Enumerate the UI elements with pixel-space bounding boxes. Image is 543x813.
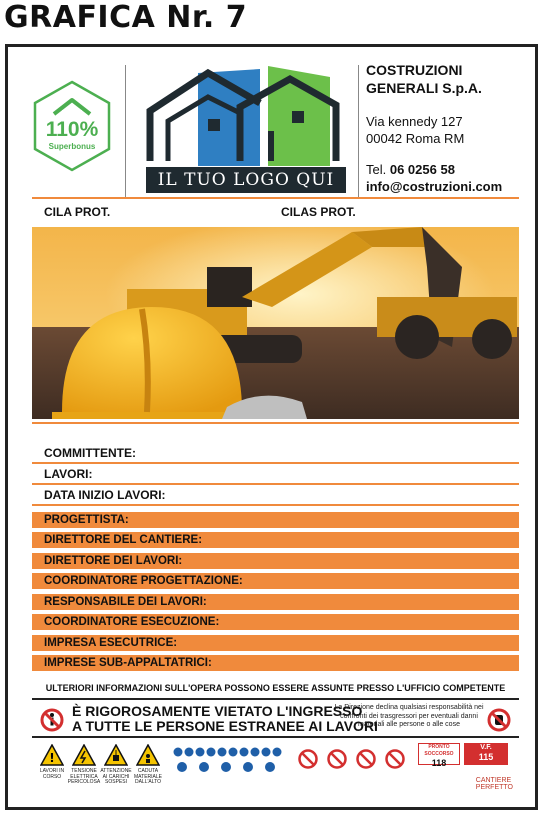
cilas-label: CILAS PROT.	[281, 205, 356, 219]
field-coordinatore-esecuzione: COORDINATORE ESECUZIONE:	[32, 614, 519, 630]
warning-line2: A TUTTE LE PERSONE ESTRANEE AI LAVORI	[72, 718, 378, 734]
construction-sign	[5, 44, 538, 810]
cantiere-perfetto-logo	[476, 777, 513, 791]
divider	[358, 65, 359, 197]
field-direttore-lavori: DIRETTORE DEI LAVORI:	[32, 553, 519, 569]
hazard-label-carichi: ATTENZIONE AI CARICHI SOSPESI	[100, 768, 132, 785]
orange-divider	[32, 422, 519, 424]
falling-material-icon	[136, 744, 160, 766]
first-aid-box	[418, 743, 460, 768]
excavator-helmet-image	[32, 227, 519, 419]
hazard-label-lavori: LAVORI IN CORSO	[39, 768, 65, 780]
brand-line1: CANTIERE	[475, 777, 512, 784]
prohibition-icon	[356, 749, 376, 769]
info-line: ULTERIORI INFORMAZIONI SULL'OPERA POSSONO ESSERE ASSUNTE PRESSO L'UFFICIO COMPETENTE	[45, 683, 506, 693]
field-data-inizio-lavori: DATA INIZIO LAVORI:	[32, 487, 519, 506]
warning-line1: È RIGOROSAMENTE VIETATO L'INGRESSO	[72, 703, 363, 719]
suspended-load-icon	[104, 744, 128, 766]
field-imprese-subappaltatrici: IMPRESE SUB-APPALTATRICI:	[32, 655, 519, 671]
warning-title	[72, 704, 378, 734]
prohibition-icon	[327, 749, 347, 769]
ppe-mandatory-icon	[172, 747, 282, 777]
no-entry-person-icon	[40, 708, 64, 732]
warning-note: La Direzione declina qualsiasi responsabilità nei confronti dei trasgressori per eventuali danni materiali alle persone o alle cose	[334, 704, 484, 728]
divider	[125, 65, 126, 197]
badge-label: Superbonus	[48, 142, 96, 151]
address-line2: 00042 Roma RM	[366, 131, 465, 146]
address-line1: Via kennedy 127	[366, 114, 463, 129]
logo-text: IL TUO LOGO QUI	[157, 170, 335, 190]
tel-number: 06 0256 58	[389, 162, 455, 177]
construction-photo	[32, 227, 519, 419]
safety-icons-row	[32, 739, 519, 797]
brand-line2: PERFETTO	[475, 784, 513, 791]
field-responsabile-lavori: RESPONSABILE DEI LAVORI:	[32, 594, 519, 610]
field-impresa-esecutrice: IMPRESA ESECUTRICE:	[32, 635, 519, 651]
electric-hazard-icon	[72, 744, 96, 766]
field-lavori: LAVORI:	[32, 466, 519, 485]
telephone	[366, 161, 536, 178]
field-committente: COMMITTENTE:	[32, 445, 519, 464]
page-title: GRAFICA Nr. 7	[4, 0, 248, 35]
prohibition-icon	[298, 749, 318, 769]
field-coordinatore-progettazione: COORDINATORE PROGETTAZIONE:	[32, 573, 519, 589]
badge-value: 110%	[45, 118, 99, 141]
email: info@costruzioni.com	[366, 179, 503, 194]
company-logo	[140, 61, 352, 194]
company-name-line2: GENERALI S.p.A.	[366, 80, 482, 96]
first-aid-label: PRONTO SOCCORSO	[424, 744, 454, 757]
warning-banner	[32, 698, 519, 738]
svg-text:!: !	[49, 751, 55, 765]
hazard-label-tensione: TENSIONE ELETTRICA PERICOLOSA	[67, 768, 101, 785]
no-entry-hand-icon	[487, 708, 511, 732]
hazard-label-caduta: CADUTA MATERIALE DALL'ALTO	[134, 768, 162, 785]
ppe-icons	[172, 747, 282, 777]
tel-label: Tel.	[366, 162, 387, 177]
fire-brigade-box	[464, 743, 508, 765]
company-info	[366, 61, 536, 195]
orange-divider	[32, 197, 519, 199]
fire-label: V.F.	[480, 744, 492, 751]
company-name-line1: COSTRUZIONI	[366, 62, 463, 78]
field-progettista: PROGETTISTA:	[32, 512, 519, 528]
superbonus-badge	[32, 80, 112, 172]
first-aid-number: 118	[431, 758, 447, 768]
warning-triangle-icon	[40, 744, 64, 766]
fire-number: 115	[478, 752, 494, 762]
cila-label: CILA PROT.	[44, 205, 111, 219]
prohibition-icon	[385, 749, 405, 769]
field-direttore-cantiere: DIRETTORE DEL CANTIERE:	[32, 532, 519, 548]
